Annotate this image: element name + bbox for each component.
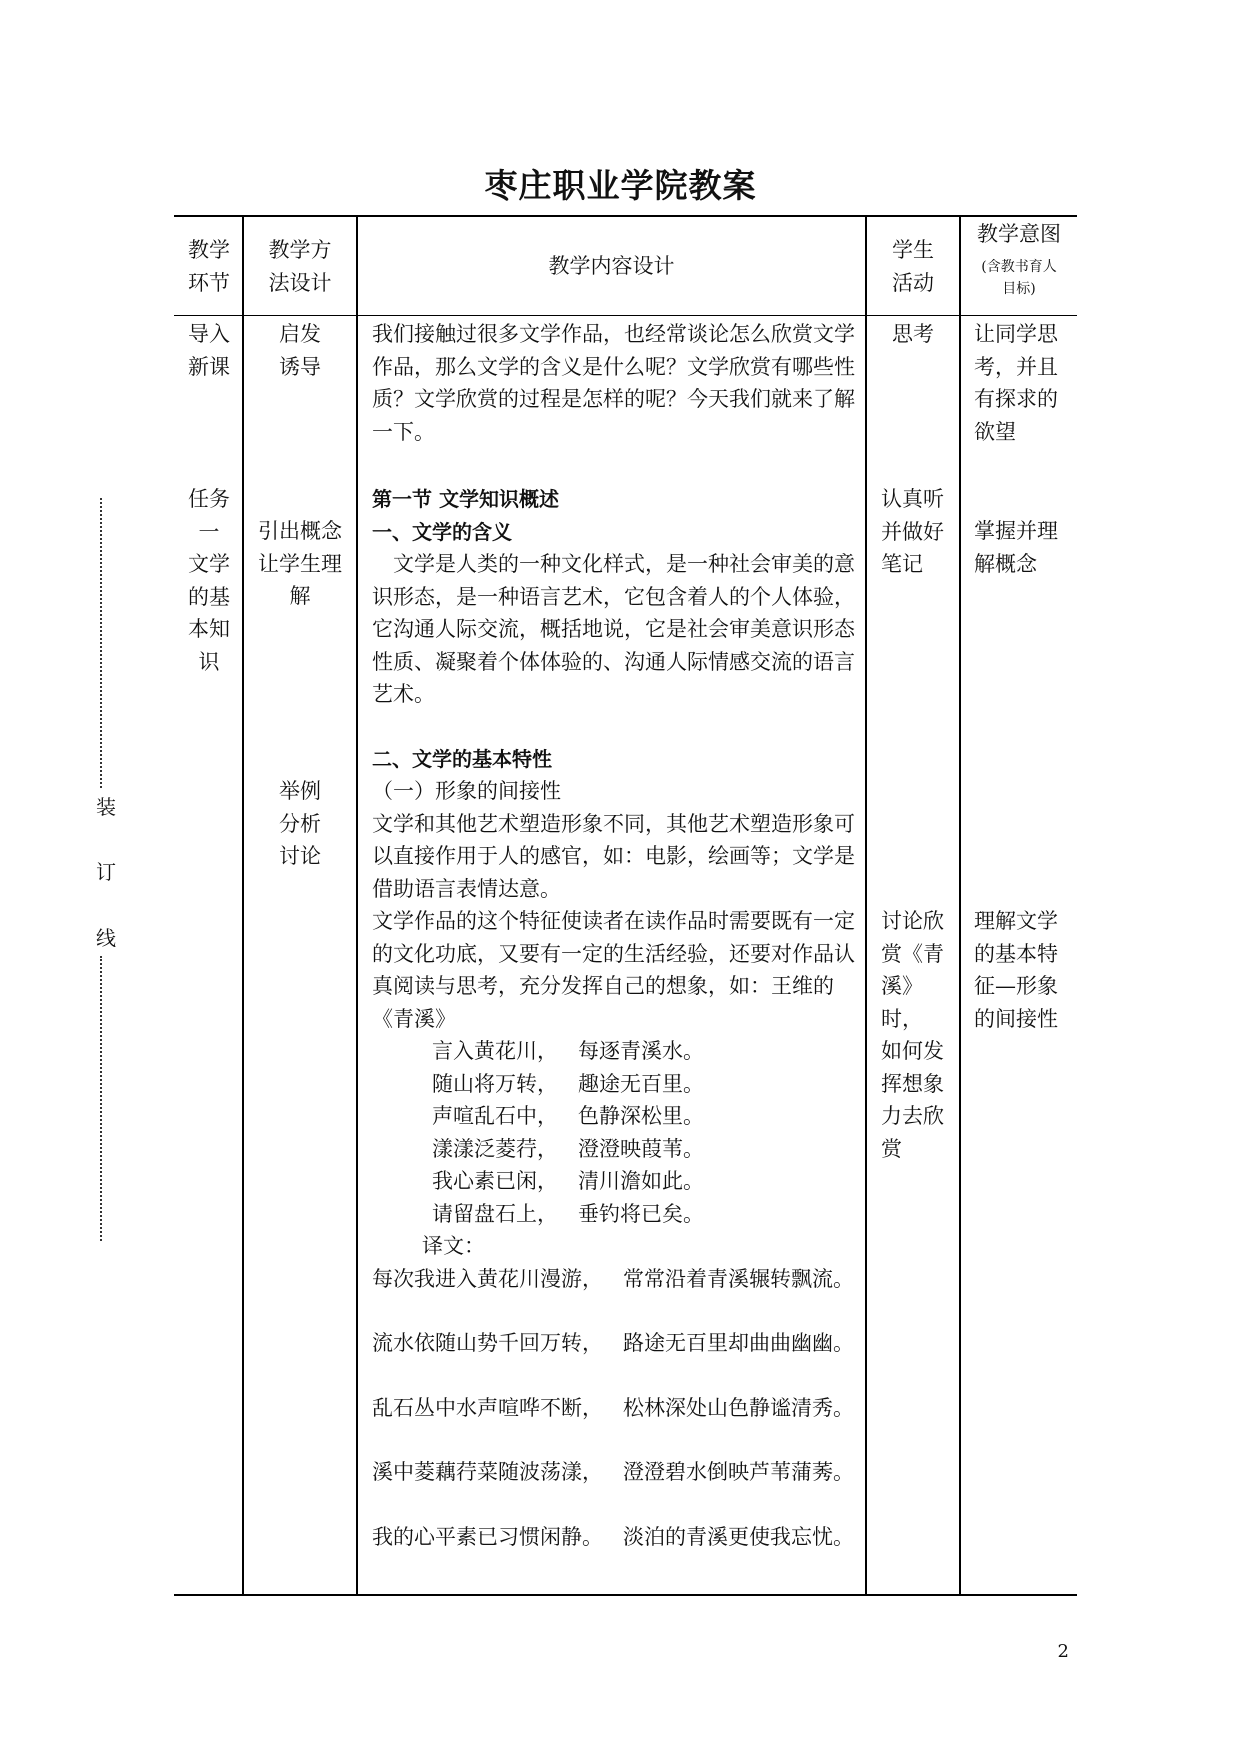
col-divider-4 [959,216,961,1595]
header-method: 教学方 法设计 [268,238,332,295]
header-bottom-border [174,315,1077,316]
header-activity: 学生 活动 [892,238,934,295]
activity-intro: 思考 [892,322,934,346]
intent-concept: 掌握并理 解概念 [974,519,1058,576]
stage-intro: 导入 新课 [188,322,230,379]
heading-definition: 一、文学的含义 [372,519,512,544]
method-intro: 启发 诱导 [279,322,321,379]
heading-characteristics: 二、文学的基本特性 [372,746,552,771]
binding-dotted-line-bottom [100,956,102,1241]
col-divider-1 [242,216,244,1595]
poem-line: 声喧乱石中， 色静深松里。 [432,1104,705,1128]
section-heading: 第一节 文学知识概述 [372,487,559,511]
intent-feature: 理解文学 的基本特 征—形象 的间接性 [974,909,1058,1031]
header-stage: 教学 环节 [188,238,230,295]
binding-dotted-line-top [100,498,102,788]
poem-line: 漾漾泛菱荇， 澄澄映葭苇。 [432,1136,705,1161]
content-body [372,483,858,1553]
paragraph-reader: 文学作品的这个特征使读者在读作品时需要既有一定的文化功底，又要有一定的生活经验，还要对作品认真阅读与思考，充分发挥自己的想象，如：王维的《青溪》 [372,909,855,1031]
translation-line: 每次我进入黄花川漫游， 常常沿着青溪辗转飘流。 [372,1266,855,1291]
stage-task-one: 任务 一 文学 的基 本知 识 [188,487,230,674]
method-concept: 引出概念 让学生理 解 [258,519,342,608]
translation-line: 乱石丛中水声喧哗不断， 松林深处山色静谧清秀。 [372,1395,855,1420]
activity-notes: 认真听 并做好 笔记 [881,487,944,576]
translation-line: 流水依随山势千回万转， 路途无百里却曲曲幽幽。 [372,1331,855,1355]
binding-char-3: 线 [96,926,116,950]
header-intent-sub: (含教书育人 目标) [981,259,1057,297]
method-example: 举例 分析 讨论 [279,779,321,868]
table-top-border [174,215,1077,217]
content-intro: 我们接触过很多文学作品，也经常谈论怎么欣赏文学作品，那么文学的含义是什么呢？文学欣赏有哪些性质？文学欣赏的过程是怎样的呢？今天我们就来了解一下。 [372,322,855,444]
document-title: 枣庄职业学院教案 [484,166,757,205]
translation-line: 我的心平素已习惯闲静。 淡泊的青溪更使我忘忧。 [372,1524,855,1549]
col-divider-3 [865,216,867,1595]
poem-line: 请留盘石上， 垂钓将已矣。 [432,1201,705,1226]
header-intent: 教学意图 [977,222,1061,246]
col-divider-2 [356,216,358,1595]
paragraph-comparison: 文学和其他艺术塑造形象不同，其他艺术塑造形象可以直接作用于人的感官，如：电影，绘画等；文学是借助语言表情达意。 [372,811,855,901]
paragraph-definition: 文学是人类的一种文化样式，是一种社会审美的意识形态，是一种语言艺术，它包含着人的个人体验，它沟通人际交流，概括地说，它是社会审美意识形态性质、凝聚着个体体验的、沟通人际情感交流的语言艺术。 [372,552,855,706]
intent-intro: 让同学思 考，并且 有探求的 欲望 [974,322,1058,444]
header-content: 教学内容设计 [548,254,675,278]
poem-line: 我心素已闲， 清川澹如此。 [432,1169,705,1193]
translation-label: 译文： [422,1234,485,1258]
page-number: 2 [1057,1641,1069,1662]
subheading-indirectness: （一）形象的间接性 [372,779,561,803]
poem-line: 随山将万转， 趣途无百里。 [432,1071,705,1096]
table-bottom-border [174,1594,1077,1596]
binding-char-2: 订 [96,860,116,884]
activity-discuss: 讨论欣 赏《青 溪》时， 如何发 挥想象 力去欣 赏 [881,909,944,1161]
binding-char-1: 装 [96,795,116,819]
poem-line: 言入黄花川， 每逐青溪水。 [432,1039,705,1063]
translation-line: 溪中菱藕荇菜随波荡漾， 澄澄碧水倒映芦苇蒲莠。 [372,1460,855,1484]
